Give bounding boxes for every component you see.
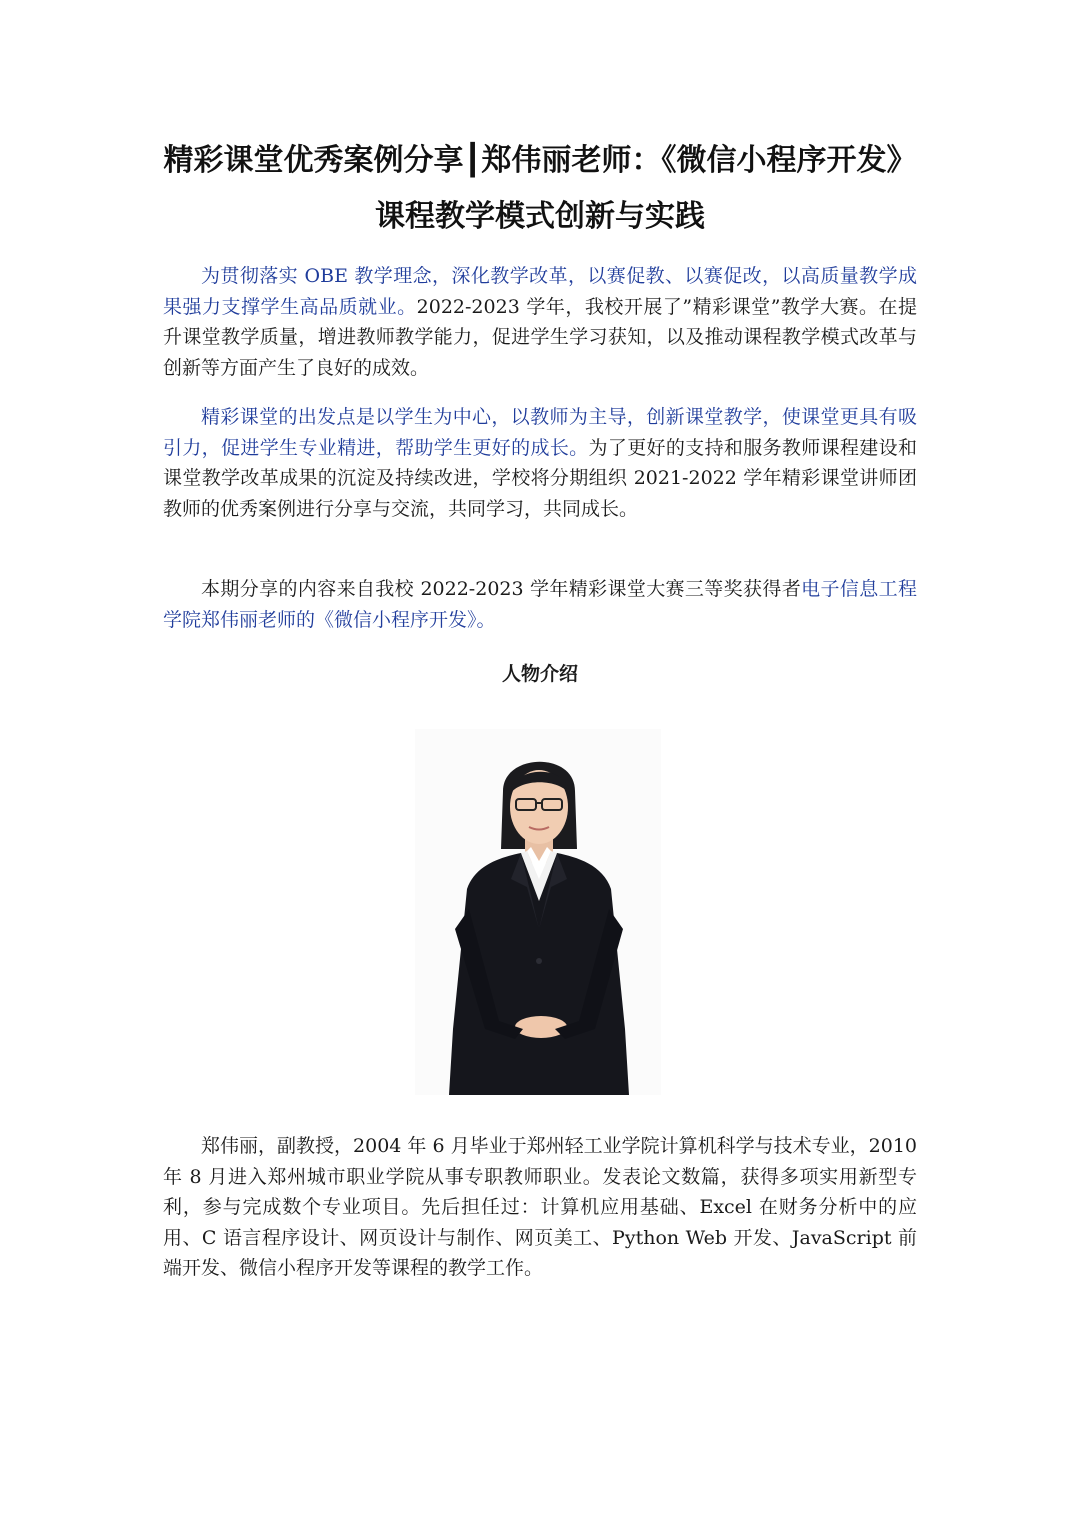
section-heading-profile: 人物介绍	[501, 663, 578, 685]
source-text: 本期分享的内容来自我校 2022-2023 学年精彩课堂大赛三等奖获得者	[201, 578, 802, 600]
intro-paragraph	[163, 261, 917, 383]
intro-text: 2022-2023 学年，我校开展了”精彩课堂”教学大赛。在提升课堂教学质量，增进教师教学能力，促进学生学习获知，以及推动课程教学模式改革与创新等方面产生了良好的成效。	[163, 295, 917, 379]
teacher-portrait	[415, 729, 661, 1095]
source-highlight: 电子信息工程学院郑伟丽老师的《微信小程序开发》。	[163, 578, 917, 631]
bio-paragraph: 郑伟丽，副教授，2004 年 6 月毕业于郑州轻工业学院计算机科学与技术专业，2010 年 8 月进入郑州城市职业学院从事专职教师职业。发表论文数篇，获得多项实用新型专利，参与完成数个专业项目。先后担任过：计算机应用基础、Excel 在财务分析中的应用、C 语言程序设计、网页设计与制作、网页美工、Python Web 开发、JavaScript 前端开发、微信小程序开发等课程的教学工作。	[163, 1135, 917, 1279]
intro-highlight: 为贯彻落实 OBE 教学理念，深化教学改革，以赛促教、以赛促改，以高质量教学成果强力支撑学生高品质就业。	[163, 265, 917, 318]
source-paragraph	[163, 574, 917, 635]
purpose-paragraph	[163, 402, 917, 524]
article-title: 精彩课堂优秀案例分享┃郑伟丽老师：《微信小程序开发》课程教学模式创新与实践	[163, 143, 917, 234]
purpose-highlight: 精彩课堂的出发点是以学生为中心，以教师为主导，创新课堂教学，使课堂更具有吸引力，促进学生专业精进，帮助学生更好的成长。	[163, 406, 917, 459]
purpose-text: 为了更好的支持和服务教师课程建设和课堂教学改革成果的沉淀及持续改进，学校将分期组织 2021-2022 学年精彩课堂讲师团教师的优秀案例进行分享与交流，共同学习，共同成长。	[163, 436, 917, 520]
portrait-illustration	[415, 729, 661, 1095]
